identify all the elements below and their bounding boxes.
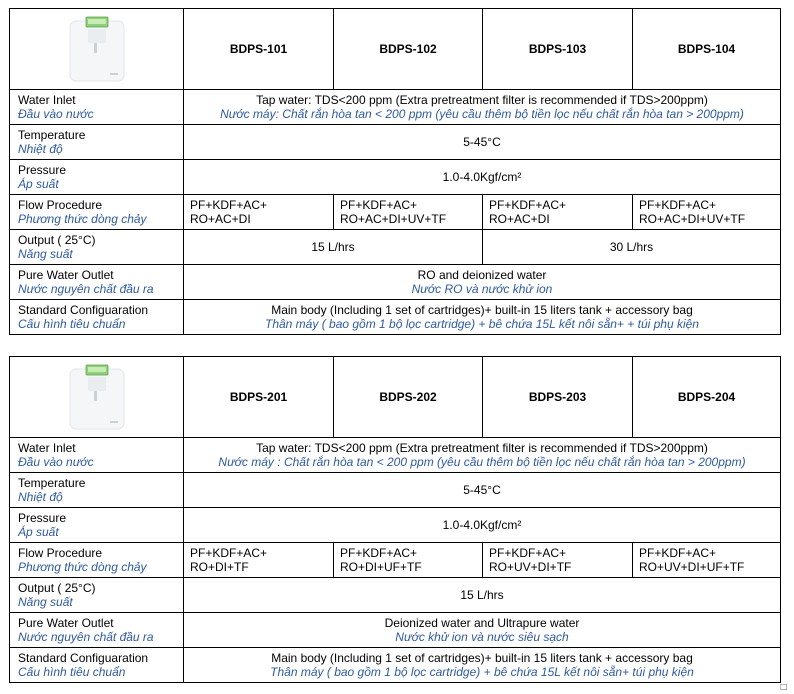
model-header: BDPS-204 [633, 357, 781, 438]
row-label [10, 613, 184, 648]
flow-procedure-row [10, 195, 781, 230]
flow-line: PF+KDF+AC+ [489, 546, 567, 560]
row-label [10, 195, 184, 230]
label-en: Output ( 25°C) [18, 233, 96, 247]
label-vi: Phương thức dòng chảy [18, 212, 147, 226]
pressure-value: 1.0-4.0Kgf/cm² [184, 508, 781, 543]
value-en: Tap water: TDS<200 ppm (Extra pretreatment filter is recommended if TDS>200ppm) [256, 93, 708, 107]
flow-line: RO+AC+DI+UV+TF [340, 212, 447, 226]
pressure-row [10, 508, 781, 543]
label-en: Pure Water Outlet [18, 268, 114, 282]
flow-line: RO+UV+DI+UF+TF [639, 560, 745, 574]
flow-line: PF+KDF+AC+ [340, 198, 418, 212]
water-inlet-value [184, 438, 781, 473]
pure-water-outlet-row [10, 613, 781, 648]
value-en: Tap water: TDS<200 ppm (Extra pretreatment filter is recommended if TDS>200ppm) [256, 441, 708, 455]
temperature-row [10, 125, 781, 160]
label-vi: Áp suất [18, 177, 59, 191]
label-vi: Đầu vào nước [18, 107, 94, 121]
model-header: BDPS-101 [184, 9, 334, 90]
outlet-value [184, 613, 781, 648]
value-vi: Thân máy ( bao gồm 1 bộ lọc cartridge) + bê chứa 15L kết nôi sẵn+ túi phụ kiện [270, 665, 694, 679]
label-en: Flow Procedure [18, 546, 103, 560]
flow-cell [633, 543, 781, 578]
row-label [10, 125, 184, 160]
value-vi: Nước máy : Chất rắn hòa tan < 200 ppm (yêu cầu thêm bộ tiền lọc nếu chất rắn hòa tan > 200ppm) [218, 455, 746, 469]
flow-cell [483, 543, 633, 578]
temperature-value: 5-45°C [184, 125, 781, 160]
flow-cell [184, 543, 334, 578]
row-label [10, 438, 184, 473]
value-en: Main body (Including 1 set of cartridges)+ built-in 15 liters tank + accessory bag [271, 651, 693, 665]
row-label [10, 265, 184, 300]
model-header: BDPS-201 [184, 357, 334, 438]
flow-cell [334, 543, 483, 578]
flow-line: PF+KDF+AC+ [190, 198, 268, 212]
label-en: Standard Configuaration [18, 651, 149, 665]
flow-cell [633, 195, 781, 230]
flow-line: PF+KDF+AC+ [639, 546, 717, 560]
config-value [184, 648, 781, 683]
label-en: Pressure [18, 163, 67, 177]
label-en: Pure Water Outlet [18, 616, 114, 630]
label-vi: Nhiệt độ [18, 142, 63, 156]
water-inlet-row [10, 438, 781, 473]
flow-line: PF+KDF+AC+ [190, 546, 268, 560]
model-header: BDPS-104 [633, 9, 781, 90]
value-vi: Nước RO và nước khử ion [411, 282, 553, 296]
header-row [10, 9, 781, 90]
pressure-value: 1.0-4.0Kgf/cm² [184, 160, 781, 195]
label-en: Output ( 25°C) [18, 581, 96, 595]
label-vi: Phương thức dòng chảy [18, 560, 147, 574]
output-row [10, 578, 781, 613]
output-value: 15 L/hrs [184, 230, 483, 265]
model-header: BDPS-202 [334, 357, 483, 438]
value-en: Deionized water and Ultrapure water [384, 616, 580, 630]
spec-table-bdps-100 [9, 8, 781, 335]
flow-line: RO+AC+DI [190, 212, 251, 226]
flow-cell [483, 195, 633, 230]
row-label [10, 648, 184, 683]
label-vi: Cấu hình tiêu chuẩn [18, 665, 126, 679]
flow-line: RO+AC+DI+UV+TF [639, 212, 746, 226]
standard-config-row [10, 648, 781, 683]
pressure-row [10, 160, 781, 195]
row-label [10, 543, 184, 578]
row-label [10, 508, 184, 543]
water-purifier-image [66, 15, 128, 83]
temperature-value: 5-45°C [184, 473, 781, 508]
header-row [10, 357, 781, 438]
value-vi: Nước khử ion và nước siêu sạch [395, 630, 569, 644]
water-inlet-row [10, 90, 781, 125]
label-en: Temperature [18, 476, 86, 490]
flow-cell [184, 195, 334, 230]
flow-procedure-row [10, 543, 781, 578]
label-vi: Đầu vào nước [18, 455, 94, 469]
row-label [10, 90, 184, 125]
row-label [10, 230, 184, 265]
flow-line: RO+DI+TF [190, 560, 249, 574]
label-vi: Nhiệt độ [18, 490, 63, 504]
value-en: RO and deionized water [417, 268, 547, 282]
temperature-row [10, 473, 781, 508]
output-value: 15 L/hrs [184, 578, 781, 613]
model-header: BDPS-203 [483, 357, 633, 438]
label-vi: Năng suất [18, 247, 73, 261]
label-vi: Nước nguyên chất đầu ra [18, 630, 154, 644]
product-image-cell [10, 357, 184, 438]
config-value [184, 300, 781, 335]
outlet-value [184, 265, 781, 300]
label-vi: Nước nguyên chất đầu ra [18, 282, 154, 296]
row-label [10, 473, 184, 508]
label-vi: Năng suất [18, 595, 73, 609]
product-image-cell [10, 9, 184, 90]
label-en: Temperature [18, 128, 86, 142]
flow-line: RO+DI+UF+TF [340, 560, 422, 574]
model-header: BDPS-103 [483, 9, 633, 90]
row-label [10, 300, 184, 335]
label-en: Water Inlet [18, 441, 76, 455]
resize-handle-icon: □ [780, 682, 788, 691]
value-vi: Thân máy ( bao gồm 1 bộ lọc cartridge) + bê chứa 15L kết nôi sẵn+ + túi phụ kiện [265, 317, 699, 331]
flow-line: PF+KDF+AC+ [639, 198, 717, 212]
output-value: 30 L/hrs [483, 230, 781, 265]
model-header: BDPS-102 [334, 9, 483, 90]
row-label [10, 160, 184, 195]
standard-config-row [10, 300, 781, 335]
label-vi: Cấu hình tiêu chuẩn [18, 317, 126, 331]
label-en: Standard Configuaration [18, 303, 149, 317]
flow-cell [334, 195, 483, 230]
label-en: Pressure [18, 511, 67, 525]
value-vi: Nước máy: Chất rắn hòa tan < 200 ppm (yêu cầu thêm bộ tiền lọc nếu chất rắn hòa tan > 200ppm) [220, 107, 744, 121]
row-label [10, 578, 184, 613]
pure-water-outlet-row [10, 265, 781, 300]
output-row [10, 230, 781, 265]
water-purifier-image [66, 363, 128, 431]
flow-line: PF+KDF+AC+ [489, 198, 567, 212]
spec-table-bdps-200 [9, 356, 781, 683]
flow-line: RO+UV+DI+TF [489, 560, 572, 574]
label-en: Water Inlet [18, 93, 76, 107]
value-en: Main body (Including 1 set of cartridges)+ built-in 15 liters tank + accessory bag [271, 303, 693, 317]
water-inlet-value [184, 90, 781, 125]
label-vi: Áp suất [18, 525, 59, 539]
flow-line: PF+KDF+AC+ [340, 546, 418, 560]
flow-line: RO+AC+DI [489, 212, 550, 226]
label-en: Flow Procedure [18, 198, 103, 212]
